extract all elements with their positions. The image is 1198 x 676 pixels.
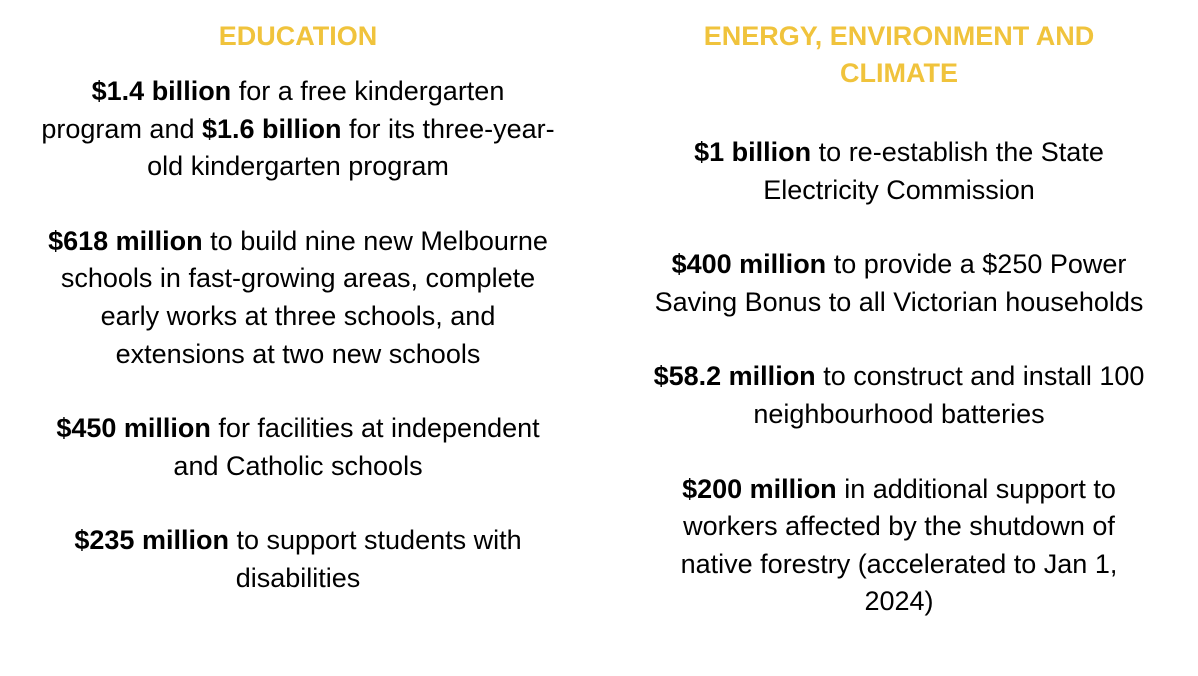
item-text: to build nine new Melbourne schools in fast-growing areas, complete early works at three schools, and extensions at two new schools [60, 225, 548, 369]
item-text: for a free kindergarten program and [41, 76, 505, 144]
item-text: to construct and install 100 neighbourhood batteries [753, 361, 1145, 429]
item-amount: $450 million [56, 413, 211, 444]
energy-item-sec [659, 134, 1139, 209]
energy-heading: ENERGY, ENVIRONMENT AND CLIMATE [703, 21, 1095, 88]
energy-column [600, 0, 1198, 621]
item-amount: $1.6 billion [201, 113, 342, 144]
energy-item-forestry [649, 471, 1149, 621]
item-amount: $400 million [671, 249, 827, 280]
education-item-kindergarten [38, 73, 558, 186]
item-text: to re-establish the State Electricity Commission [763, 137, 1104, 205]
item-text: to provide a $250 Power Saving Bonus to all Victorian households [654, 249, 1144, 317]
item-amount: $1.4 billion [91, 76, 232, 106]
item-amount: $618 million [48, 225, 203, 256]
item-text: for its three-year-old kindergarten program [147, 113, 555, 182]
item-text: in additional support to workers affected by the shutdown of native forestry (accelerated to Jan 1, 2024) [680, 473, 1118, 617]
education-column [0, 0, 596, 598]
item-amount: $235 million [74, 525, 229, 556]
education-item-facilities [48, 410, 548, 485]
energy-item-batteries [649, 358, 1149, 433]
energy-item-power-bonus [639, 246, 1159, 321]
item-amount: $58.2 million [653, 361, 816, 392]
education-item-disabilities [38, 522, 558, 597]
item-amount: $200 million [682, 473, 837, 504]
education-heading: EDUCATION [218, 21, 378, 51]
item-text: to support students with disabilities [228, 525, 522, 593]
education-item-new-schools [48, 223, 548, 373]
item-text: for facilities at independent and Catholic schools [173, 413, 540, 481]
item-amount: $1 billion [694, 137, 812, 167]
